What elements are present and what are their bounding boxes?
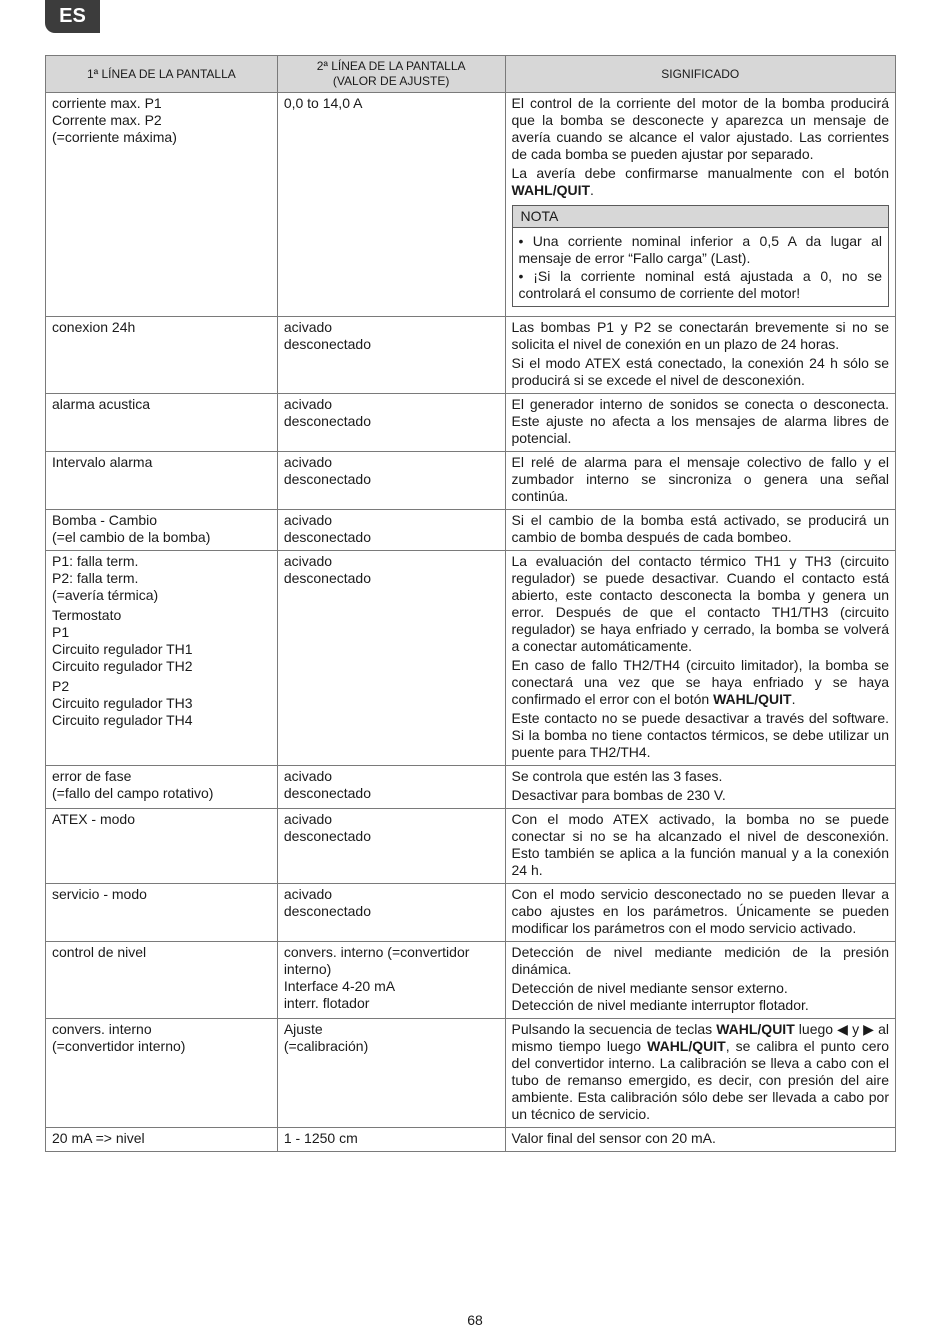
cell-display-line-1 bbox=[46, 317, 278, 394]
table-row bbox=[46, 1019, 896, 1128]
table-row bbox=[46, 551, 896, 766]
table-row bbox=[46, 884, 896, 942]
header-col-display-line-2 bbox=[277, 56, 505, 93]
cell-setting-value bbox=[277, 551, 505, 766]
note-title: NOTA bbox=[513, 206, 889, 228]
cell-meaning bbox=[505, 766, 896, 809]
cell-text: Intervalo alarma bbox=[52, 454, 153, 470]
meaning-paragraph: El generador interno de sonidos se conecta o desconecta. Este ajuste no afecta a los mensajes de alarma libres de potencial. bbox=[511, 396, 889, 446]
meaning-text: La avería debe confirmarse manualmente con el botón bbox=[511, 165, 889, 181]
cell-text: Interface 4-20 mA bbox=[283, 978, 396, 994]
cell-text: P1: falla term. bbox=[52, 553, 139, 569]
meaning-text: En caso de fallo TH2/TH4 (circuito limitador), la bomba se conectará una vez que se haya enfriado y se haya confirmado el error con el botón bbox=[511, 657, 889, 707]
cell-text: Circuito regulador TH3 bbox=[52, 695, 193, 711]
cell-text: (=el cambio de la bomba) bbox=[52, 529, 211, 545]
cell-meaning bbox=[505, 394, 896, 452]
cell-text: P1 bbox=[52, 624, 70, 640]
meaning-paragraph bbox=[512, 165, 890, 199]
cell-text: Circuito regulador TH2 bbox=[52, 658, 193, 674]
cell-text: P2: falla term. bbox=[52, 570, 139, 586]
cell-display-line-1 bbox=[46, 510, 278, 551]
cell-meaning bbox=[505, 1019, 896, 1128]
cell-text: desconectado bbox=[283, 570, 371, 586]
cell-text: Ajuste bbox=[283, 1021, 323, 1037]
cell-text: ATEX - modo bbox=[52, 811, 135, 827]
meaning-paragraph bbox=[512, 657, 890, 708]
cell-text: acivado bbox=[283, 768, 333, 784]
cell-text: Corrente max. P2 bbox=[52, 112, 162, 128]
key-label: WAHL/QUIT bbox=[716, 1021, 795, 1037]
table-row bbox=[46, 93, 896, 317]
cell-display-line-1 bbox=[46, 766, 278, 809]
header-col2-line1: 2ª LÍNEA DE LA PANTALLA bbox=[316, 59, 466, 73]
parameter-table bbox=[45, 55, 896, 1152]
table-row bbox=[46, 809, 896, 884]
cell-text: Bomba - Cambio bbox=[52, 512, 158, 528]
cell-text: desconectado bbox=[283, 828, 371, 844]
cell-display-line-1 bbox=[46, 809, 278, 884]
header-col-display-line-1: 1ª LÍNEA DE LA PANTALLA bbox=[46, 56, 278, 93]
cell-text: convers. interno (=convertidor interno) bbox=[283, 944, 470, 977]
meaning-paragraph: Si el cambio de la bomba está activado, se producirá un cambio de bomba después de cada bombeo. bbox=[511, 512, 889, 545]
cell-text: 0,0 to 14,0 A bbox=[283, 95, 363, 111]
cell-meaning bbox=[505, 93, 896, 317]
meaning-paragraph: Valor final del sensor con 20 mA. bbox=[511, 1130, 716, 1146]
table-row bbox=[46, 317, 896, 394]
cell-display-line-1 bbox=[46, 884, 278, 942]
table-header-row bbox=[46, 56, 896, 93]
table-row bbox=[46, 510, 896, 551]
meaning-paragraph bbox=[512, 1021, 890, 1123]
cell-text: corriente max. P1 bbox=[52, 95, 162, 111]
cell-text: Termostato bbox=[52, 607, 122, 623]
meaning-paragraph: Con el modo ATEX activado, la bomba no se puede conectar si no se ha alcanzado el nivel de desconexión. Esto también se aplica a la función manual y a la conexión 24 h. bbox=[511, 811, 889, 878]
cell-setting-value bbox=[277, 766, 505, 809]
cell-display-line-1 bbox=[46, 1019, 278, 1128]
cell-text: alarma acustica bbox=[52, 396, 151, 412]
meaning-text: . bbox=[791, 691, 796, 707]
key-label: WAHL/QUIT bbox=[647, 1038, 726, 1054]
note-item: • ¡Si la corriente nominal está ajustada a 0, no se controlará el consumo de corriente del motor! bbox=[518, 268, 882, 301]
cell-meaning bbox=[505, 551, 896, 766]
cell-text: acivado bbox=[283, 396, 333, 412]
cell-text: acivado bbox=[283, 811, 333, 827]
cell-setting-value bbox=[277, 452, 505, 510]
table-row bbox=[46, 1128, 896, 1152]
cell-text: servicio - modo bbox=[52, 886, 147, 902]
meaning-paragraph: El relé de alarma para el mensaje colectivo de fallo y el zumbador interno se sincroniza o genera una señal continúa. bbox=[511, 454, 889, 504]
cell-text: desconectado bbox=[283, 785, 371, 801]
meaning-text: . bbox=[590, 182, 594, 198]
cell-text: Circuito regulador TH4 bbox=[52, 712, 193, 728]
cell-display-line-1 bbox=[46, 394, 278, 452]
table-row bbox=[46, 394, 896, 452]
language-tab: ES bbox=[45, 0, 100, 33]
key-label: WAHL/QUIT bbox=[713, 691, 792, 707]
cell-meaning bbox=[505, 809, 896, 884]
meaning-text: Pulsando la secuencia de teclas bbox=[511, 1021, 717, 1037]
cell-setting-value bbox=[277, 1019, 505, 1128]
meaning-paragraph: Si el modo ATEX está conectado, la conexión 24 h sólo se producirá si se excede el nivel de desconexión. bbox=[511, 355, 889, 388]
cell-text: P2 bbox=[52, 678, 70, 694]
meaning-paragraph: La evaluación del contacto térmico TH1 y TH3 (circuito regulador) se puede desactivar. Cuando el contacto está abierto, este contacto desconecta la bomba y genera un error. Después de que el contacto TH1/TH3 (circuito regulador) se haya enfriado y cerrado, la bomba se volverá a conectar automáticamente. bbox=[511, 553, 889, 654]
cell-display-line-1 bbox=[46, 942, 278, 1019]
header-col-meaning: SIGNIFICADO bbox=[505, 56, 896, 93]
key-label: WAHL/QUIT bbox=[511, 182, 591, 198]
meaning-paragraph: Detección de nivel mediante medición de la presión dinámica. bbox=[511, 944, 889, 977]
table-row bbox=[46, 452, 896, 510]
note-box bbox=[512, 205, 890, 307]
meaning-paragraph: Se controla que estén las 3 fases. bbox=[511, 768, 723, 784]
meaning-text: , se calibra el punto cero del convertidor interno. La calibración se lleva a cabo con el tubo de remanso emergido, es decir, con presión del aire ambiente. Esta calibración sólo debe ser llevada a cabo por un técnico de servicio. bbox=[511, 1038, 889, 1122]
cell-setting-value bbox=[277, 317, 505, 394]
meaning-paragraph: Detección de nivel mediante sensor externo. bbox=[511, 980, 788, 996]
cell-display-line-1 bbox=[46, 1128, 278, 1152]
cell-setting-value bbox=[277, 942, 505, 1019]
cell-text: acivado bbox=[283, 454, 333, 470]
meaning-paragraph: Este contacto no se puede desactivar a través del software. Si la bomba no tiene contactos térmicos, se debe utilizar un puente para TH2/TH4. bbox=[511, 710, 889, 760]
cell-text: interr. flotador bbox=[283, 995, 370, 1011]
cell-text: 20 mA => nivel bbox=[52, 1130, 145, 1146]
cell-text: desconectado bbox=[283, 336, 371, 352]
cell-text: Circuito regulador TH1 bbox=[52, 641, 193, 657]
meaning-paragraph: Las bombas P1 y P2 se conectarán brevemente si no se solicita el nivel de conexión en un plazo de 24 horas. bbox=[511, 319, 889, 352]
cell-text: convers. interno bbox=[52, 1021, 152, 1037]
table-row bbox=[46, 766, 896, 809]
cell-meaning bbox=[505, 452, 896, 510]
header-col2-line2: (VALOR DE AJUSTE) bbox=[332, 74, 450, 88]
cell-display-line-1 bbox=[46, 551, 278, 766]
cell-text: (=calibración) bbox=[283, 1038, 369, 1054]
cell-text: acivado bbox=[283, 512, 333, 528]
cell-setting-value bbox=[277, 1128, 505, 1152]
cell-display-line-1 bbox=[46, 452, 278, 510]
cell-text: error de fase bbox=[52, 768, 132, 784]
cell-text: desconectado bbox=[283, 529, 371, 545]
cell-text: acivado bbox=[283, 886, 333, 902]
meaning-paragraph: Con el modo servicio desconectado no se pueden llevar a cabo ajustes en los parámetros. Únicamente se pueden modificar los parámetros con el modo servicio activado. bbox=[511, 886, 889, 936]
cell-text: desconectado bbox=[283, 903, 371, 919]
meaning-text: luego ◀ y ▶ al mismo tiempo luego bbox=[511, 1021, 889, 1054]
cell-meaning bbox=[505, 942, 896, 1019]
meaning-paragraph: El control de la corriente del motor de la bomba producirá que la bomba se desconecte y aparezca un mensaje de avería cuando se alcance el valor ajustado. Las corrientes de cada bomba se pueden ajustar por separado. bbox=[511, 95, 889, 162]
meaning-paragraph: Desactivar para bombas de 230 V. bbox=[511, 787, 726, 803]
cell-text: (=corriente máxima) bbox=[52, 129, 177, 145]
table-row bbox=[46, 942, 896, 1019]
page-number: 68 bbox=[467, 1312, 483, 1328]
cell-text: desconectado bbox=[283, 471, 371, 487]
cell-setting-value bbox=[277, 884, 505, 942]
cell-setting-value bbox=[277, 93, 505, 317]
cell-display-line-1 bbox=[46, 93, 278, 317]
cell-text: control de nivel bbox=[52, 944, 147, 960]
cell-text: (=avería térmica) bbox=[52, 587, 159, 603]
cell-text: desconectado bbox=[283, 413, 371, 429]
cell-text: conexion 24h bbox=[52, 319, 136, 335]
meaning-paragraph: Detección de nivel mediante interruptor flotador. bbox=[511, 997, 809, 1013]
cell-text: (=fallo del campo rotativo) bbox=[52, 785, 214, 801]
cell-meaning bbox=[505, 1128, 896, 1152]
note-item: • Una corriente nominal inferior a 0,5 A da lugar al mensaje de error “Fallo carga” (Last). bbox=[518, 233, 882, 266]
cell-text: 1 - 1250 cm bbox=[283, 1130, 358, 1146]
cell-meaning bbox=[505, 510, 896, 551]
cell-text: (=convertidor interno) bbox=[52, 1038, 186, 1054]
cell-meaning bbox=[505, 884, 896, 942]
cell-text: acivado bbox=[283, 319, 333, 335]
cell-meaning bbox=[505, 317, 896, 394]
cell-setting-value bbox=[277, 809, 505, 884]
cell-setting-value bbox=[277, 394, 505, 452]
cell-setting-value bbox=[277, 510, 505, 551]
note-body bbox=[513, 228, 889, 306]
cell-text: acivado bbox=[283, 553, 333, 569]
